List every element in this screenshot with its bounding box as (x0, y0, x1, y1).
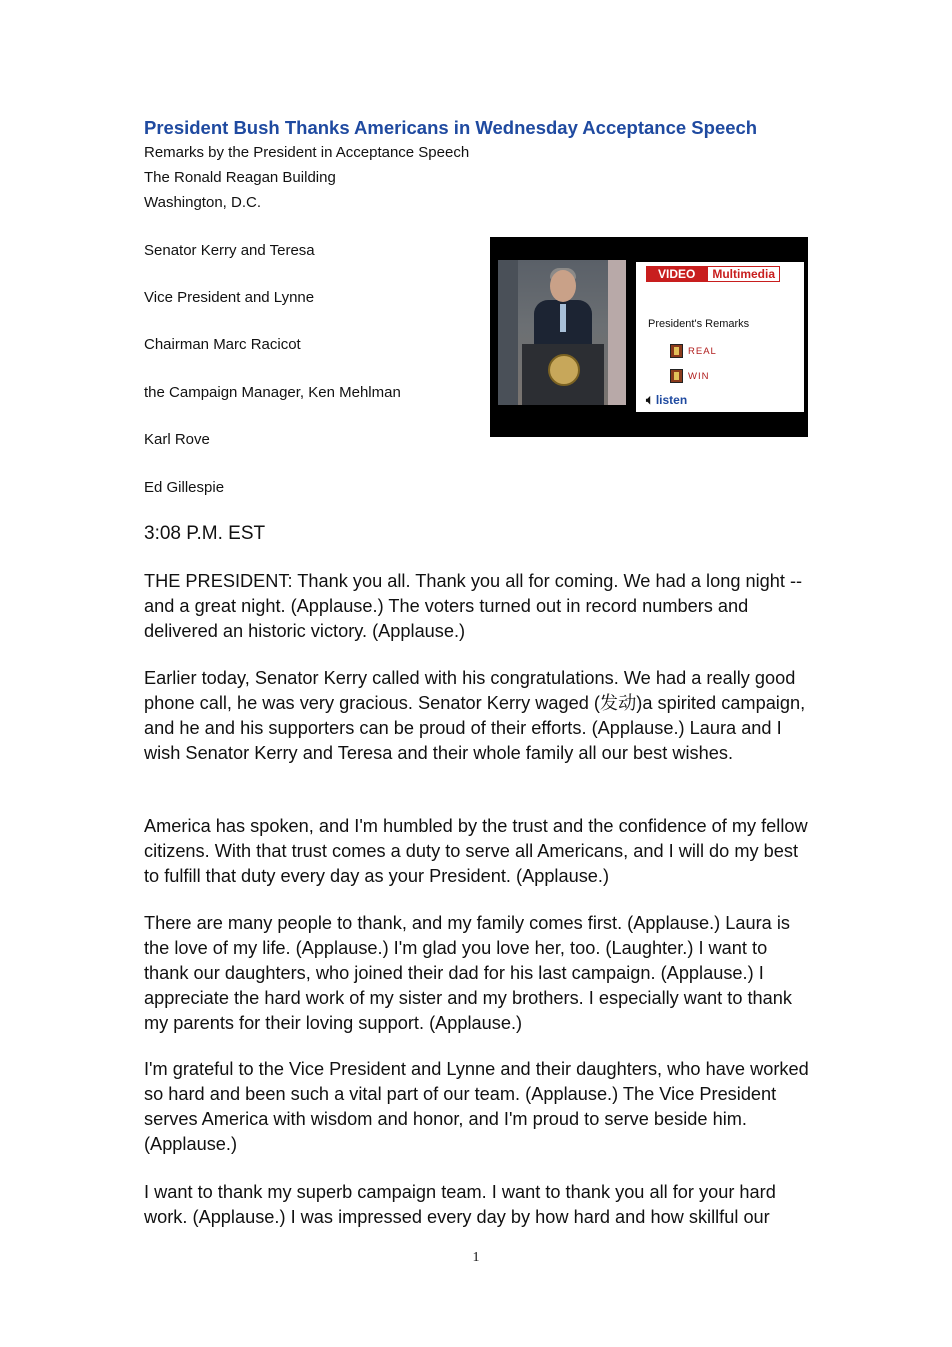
acknowledgment-item: the Campaign Manager, Ken Mehlman (144, 384, 401, 401)
acknowledgment-item: Senator Kerry and Teresa (144, 242, 315, 259)
acknowledgment-item: Ed Gillespie (144, 479, 225, 496)
listen-link[interactable] (646, 392, 687, 408)
acknowledgment-item: Vice President and Lynne (144, 289, 315, 306)
speech-venue: The Ronald Reagan Building (144, 169, 336, 186)
video-thumbnail[interactable] (498, 260, 626, 405)
speech-paragraph: Earlier today, Senator Kerry called with his congratulations. We had a really good phone call, he was very gracious. Senator Kerry waged (发动)a spirited campaign, and he and his supporters can be proud of their efforts. (Applause.) Laura and I wish Senator Kerry and Teresa and their whole family all our best wishes. (144, 668, 806, 763)
multimedia-box (490, 237, 808, 437)
page-number: 1 (472, 1250, 480, 1265)
video-tag: VIDEO (646, 266, 707, 282)
speech-paragraph: I'm grateful to the Vice President and Lynne and their daughters, who have worked so hard and been such a vital part of our team. (Applause.) The Vice President serves America with wisdom and honor, and I'm proud to serve beside him. (Applause.) (144, 1059, 809, 1154)
speech-paragraph: I want to thank my superb campaign team. I want to thank you all for your hard work. (Applause.) I was impressed every day by how hard and how skillful our (144, 1182, 776, 1227)
speech-time: 3:08 P.M. EST (144, 523, 266, 544)
media-links-panel (636, 262, 804, 412)
real-label: REAL (688, 345, 717, 357)
speech-paragraph: THE PRESIDENT: Thank you all. Thank you all for coming. We had a long night -- and a great night. (Applause.) The voters turned out in record numbers and delivered an historic victory. (Applause.) (144, 571, 803, 641)
page-title: President Bush Thanks Americans in Wednesday Acceptance Speech (144, 117, 758, 138)
real-video-link[interactable] (670, 344, 717, 358)
listen-label: listen (655, 393, 688, 407)
win-label: WIN (688, 370, 710, 382)
win-video-link[interactable] (670, 369, 709, 383)
speech-subtitle: Remarks by the President in Acceptance Speech (144, 144, 470, 161)
speech-paragraph: There are many people to thank, and my family comes first. (Applause.) Laura is the love of my life. (Applause.) I'm glad you love her, too. (Laughter.) I want to thank our daughters, who joined their dad for his last campaign. (Applause.) I appreciate the hard work of my sister and my brothers. I especially want to thank my parents for their loving support. (Applause.) (144, 913, 792, 1033)
acknowledgment-item: Karl Rove (144, 431, 210, 448)
remarks-label: President's Remarks (648, 318, 750, 330)
film-icon (670, 344, 683, 358)
presidential-seal-icon (548, 354, 580, 386)
speech-paragraph: America has spoken, and I'm humbled by the trust and the confidence of my fellow citizens. With that trust comes a duty to serve all Americans, and I will do my best to fulfill that duty every day as your President. (Applause.) (144, 816, 808, 886)
film-icon (670, 369, 683, 383)
acknowledgment-item: Chairman Marc Racicot (144, 336, 301, 353)
speaker-icon: 🔈︎ (646, 392, 654, 407)
multimedia-tag: Multimedia (707, 266, 780, 282)
speech-location: Washington, D.C. (144, 194, 261, 211)
